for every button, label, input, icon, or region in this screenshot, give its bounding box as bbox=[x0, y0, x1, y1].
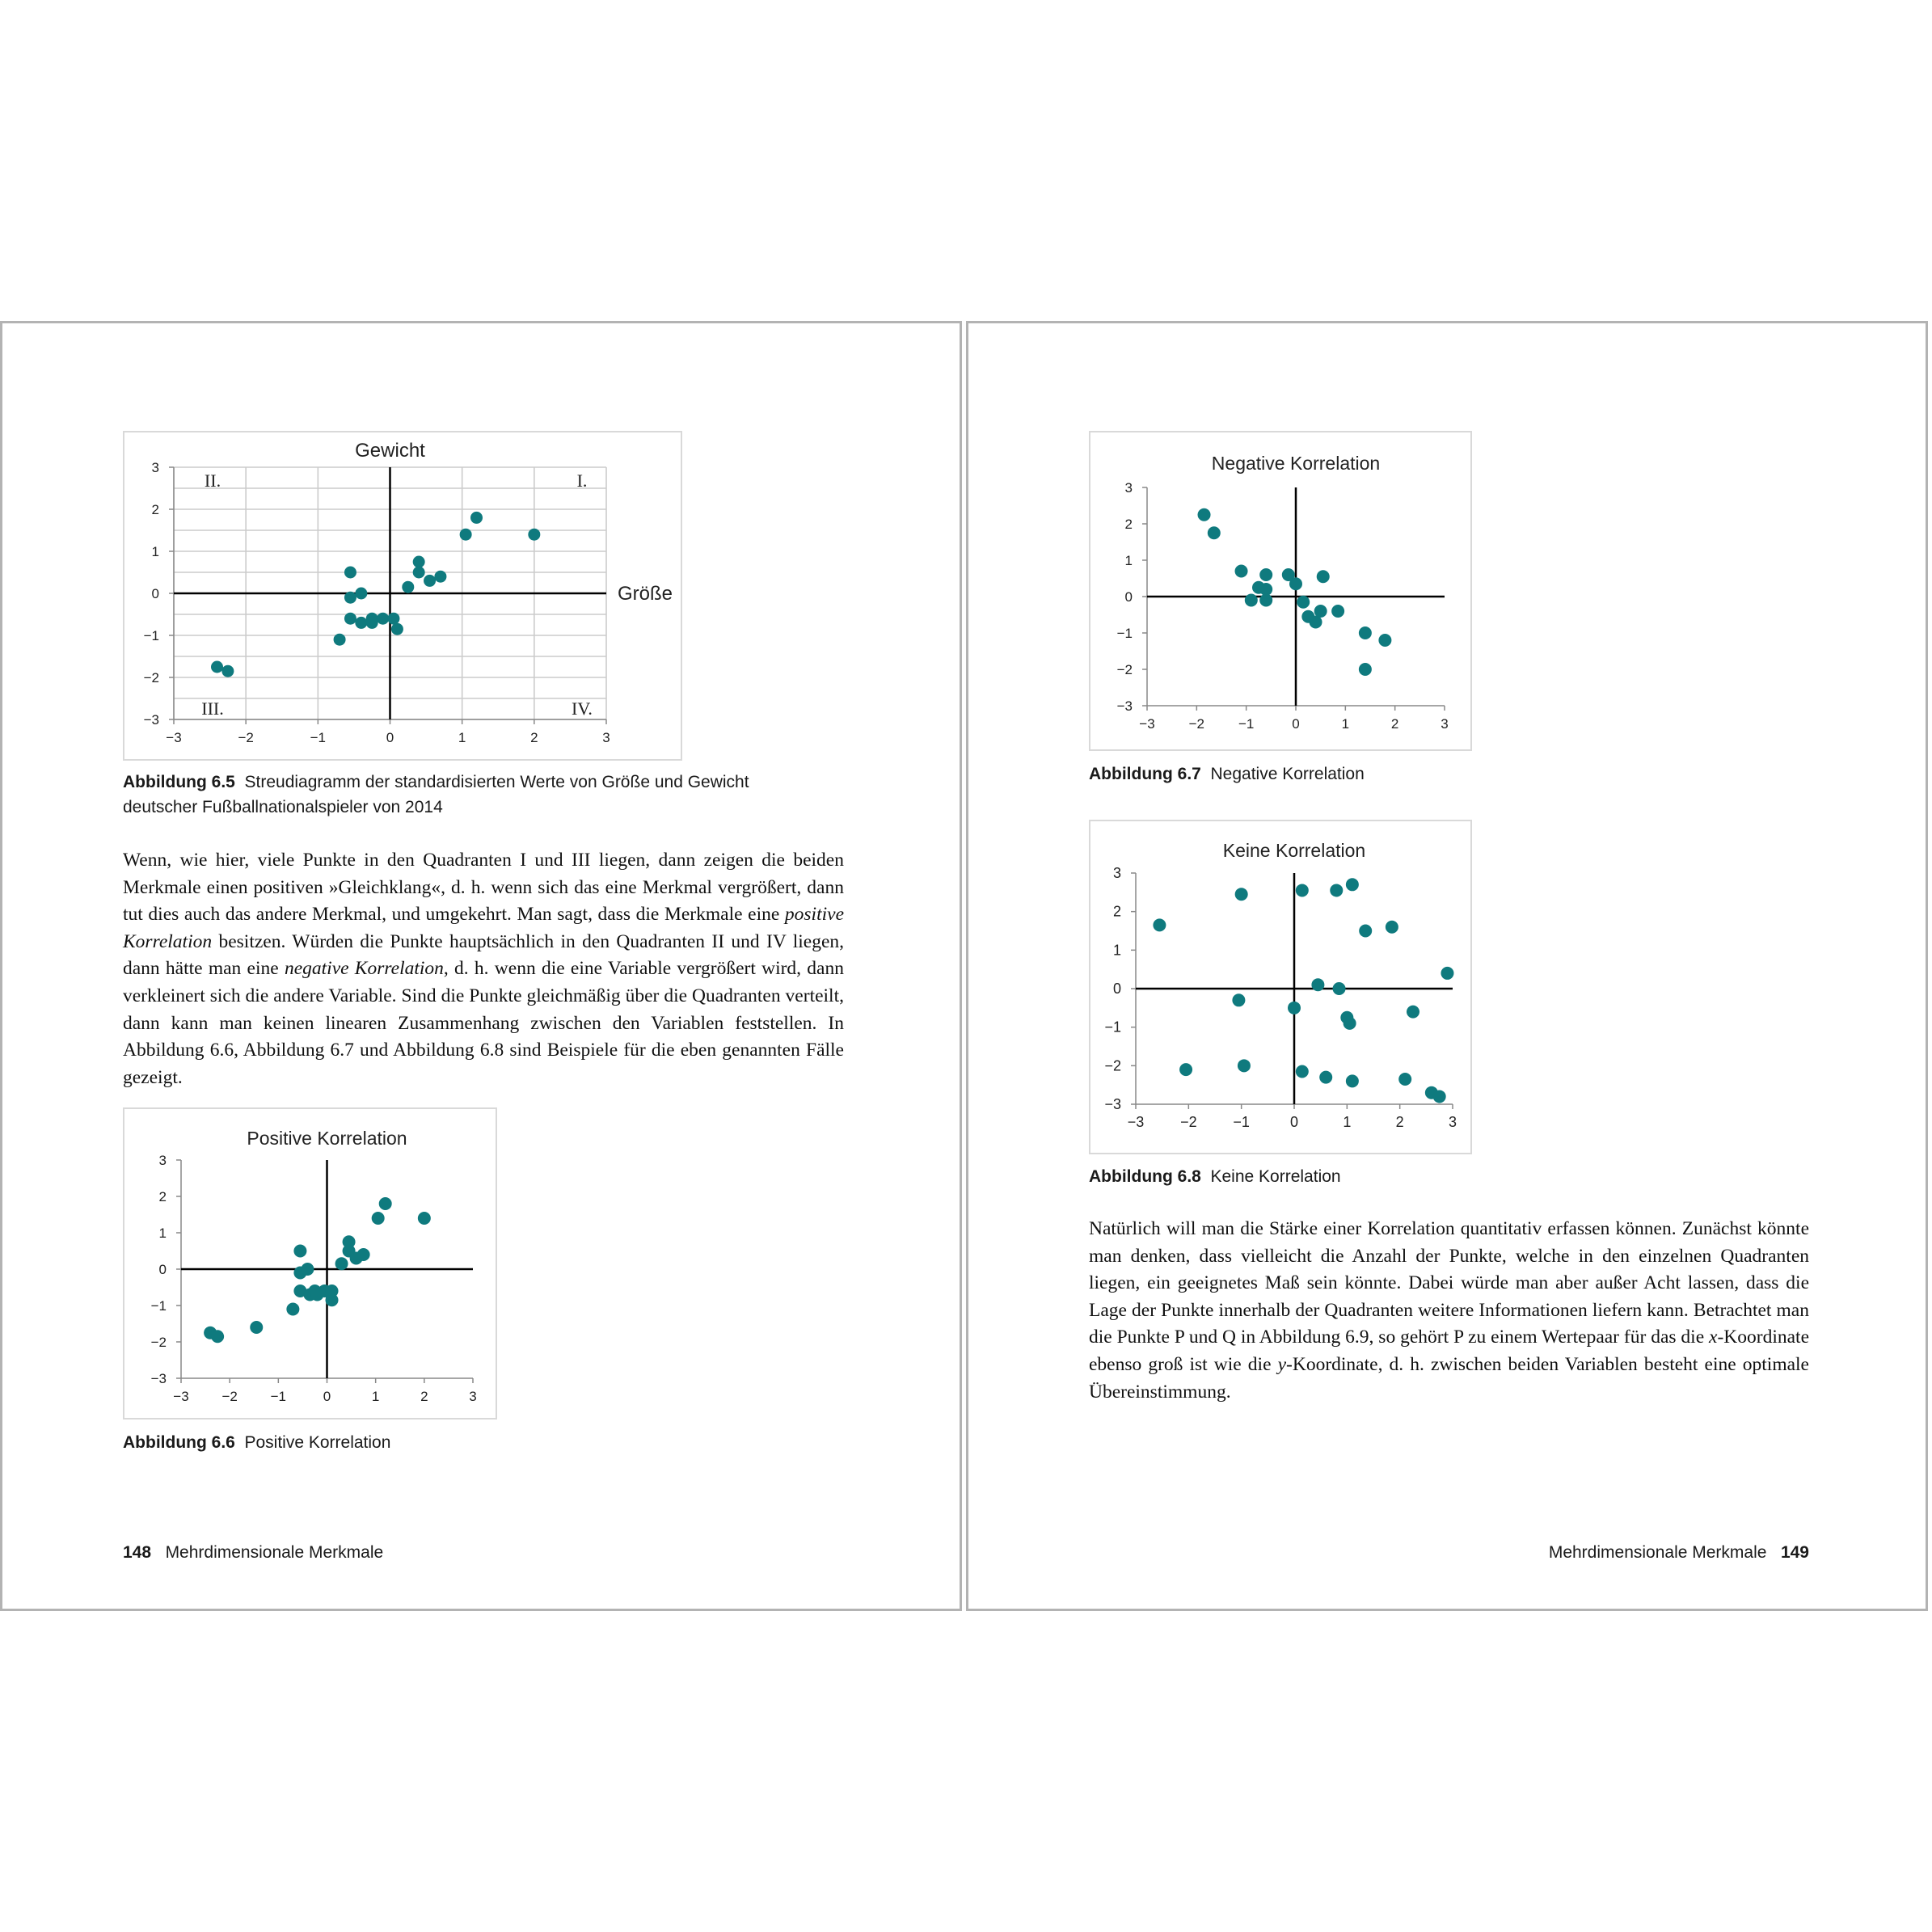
data-point bbox=[357, 1248, 370, 1261]
data-point bbox=[424, 575, 436, 587]
data-point bbox=[1179, 1063, 1192, 1076]
y-tick-label: 0 bbox=[1124, 589, 1133, 605]
emphasis-text: positive Korrelation bbox=[123, 904, 844, 952]
data-point bbox=[1346, 878, 1359, 891]
data-point bbox=[366, 617, 378, 629]
data-point bbox=[391, 623, 403, 635]
x-tick-label: 3 bbox=[469, 1389, 477, 1404]
scatter-chart-fig67 bbox=[1090, 432, 1474, 753]
x-tick-label: 3 bbox=[602, 730, 610, 745]
caption-text: Negative Korrelation bbox=[1210, 765, 1365, 783]
x-tick-label: 1 bbox=[1341, 716, 1350, 732]
x-tick-label: −3 bbox=[173, 1389, 189, 1404]
chart-title: Positive Korrelation bbox=[247, 1128, 407, 1149]
data-point bbox=[1259, 594, 1272, 607]
x-tick-label: 2 bbox=[530, 730, 538, 745]
y-tick-label: 2 bbox=[151, 502, 159, 517]
y-tick-label: −2 bbox=[1116, 662, 1133, 677]
emphasis-text: negative Korrelation bbox=[284, 958, 444, 980]
data-point bbox=[1359, 925, 1372, 938]
x-tick-label: −2 bbox=[238, 730, 254, 745]
data-point bbox=[250, 1321, 263, 1334]
y-tick-label: 1 bbox=[158, 1225, 167, 1241]
x-axis-label: Größe bbox=[618, 583, 673, 605]
emphasis-text: y bbox=[1277, 1353, 1287, 1375]
data-point bbox=[1441, 967, 1453, 980]
data-point bbox=[344, 592, 356, 604]
figure-6-5-chart bbox=[123, 431, 682, 761]
data-point bbox=[387, 613, 399, 625]
scatter-chart-fig65 bbox=[124, 432, 684, 762]
y-tick-label: −3 bbox=[1104, 1096, 1121, 1112]
x-tick-label: 2 bbox=[420, 1389, 428, 1404]
figure-6-7-caption bbox=[1089, 761, 1365, 787]
data-point bbox=[1311, 978, 1324, 991]
data-point bbox=[1235, 888, 1248, 901]
y-tick-label: −1 bbox=[143, 628, 159, 643]
x-tick-label: −1 bbox=[1233, 1114, 1250, 1130]
right-body-paragraph bbox=[1089, 1216, 1809, 1406]
data-point bbox=[1297, 596, 1310, 609]
data-point bbox=[1344, 1017, 1356, 1030]
y-tick-label: −1 bbox=[1116, 626, 1133, 641]
data-point bbox=[413, 567, 425, 579]
data-point bbox=[418, 1212, 431, 1225]
paragraph-text: Natürlich will man die Stärke einer Korrelation quantitativ erfassen können. Zunächst könnte man denken, dass vielleicht die Anzahl der Punkte, welche in den einzelnen Quadranten liegen, ein geeignetes Maß sein könnte. Dabei würde man aber außer Acht lassen, dass die Lage der Punkte innerhalb der Quadranten weitere Informationen liefern kann. Betrachtet man die Punkte P und Q in Abbildung 6.9, so gehört P zu einem Wertepaar für das die bbox=[1089, 1218, 1809, 1348]
data-point bbox=[1208, 526, 1221, 539]
data-point bbox=[344, 613, 356, 625]
data-point bbox=[1198, 508, 1211, 521]
data-point bbox=[1245, 594, 1258, 607]
data-point bbox=[221, 665, 234, 677]
x-tick-label: 3 bbox=[1441, 716, 1449, 732]
x-tick-label: −2 bbox=[221, 1389, 238, 1404]
data-point bbox=[1330, 884, 1343, 896]
paragraph-text: -Koordinate ebenso groß ist wie die bbox=[1089, 1327, 1809, 1375]
y-tick-label: 1 bbox=[1112, 942, 1121, 959]
x-tick-label: 2 bbox=[1390, 716, 1399, 732]
data-point bbox=[372, 1212, 385, 1225]
data-point bbox=[1433, 1090, 1446, 1103]
data-point bbox=[344, 567, 356, 579]
running-title: Mehrdimensionale Merkmale bbox=[165, 1543, 384, 1562]
figure-6-7-chart bbox=[1089, 431, 1472, 751]
y-tick-label: 1 bbox=[151, 544, 159, 559]
figure-6-8-chart bbox=[1089, 820, 1472, 1154]
x-tick-label: 0 bbox=[323, 1389, 331, 1404]
data-point bbox=[470, 512, 483, 524]
y-tick-label: 0 bbox=[158, 1262, 167, 1277]
caption-label: Abbildung 6.8 bbox=[1089, 1167, 1201, 1186]
data-point bbox=[1259, 568, 1272, 581]
data-point bbox=[1398, 1073, 1411, 1086]
data-point bbox=[211, 1330, 224, 1343]
y-tick-label: −2 bbox=[1104, 1057, 1121, 1074]
paragraph-text: Wenn, wie hier, viele Punkte in den Quadranten I und III liegen, dann zeigen die beiden Merkmale einen positiven »Gleichklang«, d. h. wenn sich das eine Merkmal vergrößert, dann tut dies auch das andere Merkmal, und umgekehrt. Man sagt, dass die Merkmale eine bbox=[123, 850, 844, 926]
y-tick-label: −1 bbox=[150, 1298, 167, 1314]
running-title: Mehrdimensionale Merkmale bbox=[1548, 1543, 1767, 1562]
data-point bbox=[335, 1257, 348, 1270]
data-point bbox=[1359, 626, 1372, 639]
data-point bbox=[1378, 634, 1391, 647]
emphasis-text: x bbox=[1709, 1327, 1718, 1348]
x-tick-label: 1 bbox=[1343, 1114, 1352, 1130]
caption-text: Positive Korrelation bbox=[244, 1433, 391, 1452]
data-point bbox=[211, 661, 223, 673]
x-tick-label: 3 bbox=[1448, 1114, 1457, 1130]
data-point bbox=[402, 581, 414, 593]
page-number: 148 bbox=[123, 1543, 152, 1562]
y-tick-label: 1 bbox=[1124, 553, 1133, 568]
data-point bbox=[355, 617, 367, 629]
data-point bbox=[293, 1245, 306, 1258]
scatter-chart-fig66 bbox=[124, 1109, 499, 1421]
left-body-paragraph bbox=[123, 847, 844, 1091]
y-tick-label: 3 bbox=[158, 1153, 167, 1168]
y-tick-label: −1 bbox=[1104, 1019, 1121, 1036]
y-tick-label: 3 bbox=[151, 460, 159, 475]
x-tick-label: 0 bbox=[1292, 716, 1300, 732]
caption-text-2: deutscher Fußballnationalspieler von 2014 bbox=[123, 798, 443, 816]
data-point bbox=[1288, 1002, 1301, 1015]
figure-6-8-caption bbox=[1089, 1164, 1341, 1189]
y-tick-label: 2 bbox=[1124, 517, 1133, 532]
y-tick-label: −3 bbox=[150, 1371, 167, 1386]
data-point bbox=[1346, 1074, 1359, 1087]
data-point bbox=[1317, 570, 1330, 583]
data-point bbox=[1232, 993, 1245, 1006]
x-tick-label: 1 bbox=[371, 1389, 380, 1404]
paragraph-text: besitzen. Würden die Punkte hauptsächlich in den Quadranten II und IV liegen, dann hätte man eine bbox=[123, 930, 844, 980]
x-tick-label: 2 bbox=[1395, 1114, 1404, 1130]
data-point bbox=[1235, 565, 1248, 578]
data-point bbox=[1314, 605, 1327, 618]
data-point bbox=[413, 556, 425, 568]
caption-label: Abbildung 6.5 bbox=[123, 773, 235, 791]
y-tick-label: 0 bbox=[1112, 981, 1121, 997]
chart-title: Negative Korrelation bbox=[1211, 453, 1381, 474]
quadrant-label: I. bbox=[576, 470, 588, 491]
y-tick-label: −2 bbox=[150, 1335, 167, 1350]
figure-6-6-caption bbox=[123, 1430, 390, 1455]
quadrant-label: IV. bbox=[572, 698, 593, 719]
data-point bbox=[301, 1263, 314, 1276]
figure-6-5-caption bbox=[123, 770, 850, 820]
data-point bbox=[1386, 921, 1398, 934]
data-point bbox=[1238, 1059, 1251, 1072]
data-point bbox=[326, 1293, 339, 1306]
caption-label: Abbildung 6.6 bbox=[123, 1433, 235, 1452]
y-tick-label: −2 bbox=[143, 670, 159, 685]
quadrant-label: III. bbox=[201, 698, 224, 719]
data-point bbox=[286, 1303, 299, 1316]
x-tick-label: 0 bbox=[386, 730, 394, 745]
data-point bbox=[1289, 577, 1302, 590]
paragraph-text: -Koordinate, d. h. zwischen beiden Variablen besteht eine optimale Übereinstimmung. bbox=[1089, 1353, 1809, 1403]
caption-label: Abbildung 6.7 bbox=[1089, 765, 1201, 783]
left-footer bbox=[123, 1543, 383, 1563]
right-footer bbox=[1549, 1543, 1809, 1563]
data-point bbox=[1153, 918, 1166, 931]
x-tick-label: 1 bbox=[458, 730, 466, 745]
y-tick-label: 3 bbox=[1112, 865, 1121, 881]
quadrant-label: II. bbox=[204, 470, 221, 491]
x-tick-label: −3 bbox=[1139, 716, 1155, 732]
caption-text: Keine Korrelation bbox=[1210, 1167, 1341, 1186]
x-tick-label: −3 bbox=[166, 730, 182, 745]
y-tick-label: 2 bbox=[158, 1189, 167, 1204]
y-tick-label: −3 bbox=[1116, 698, 1133, 714]
chart-title: Gewicht bbox=[355, 440, 425, 462]
x-tick-label: −2 bbox=[1188, 716, 1205, 732]
data-point bbox=[1407, 1006, 1419, 1019]
data-point bbox=[1359, 663, 1372, 676]
page-number: 149 bbox=[1780, 1543, 1809, 1562]
data-point bbox=[528, 529, 540, 541]
y-tick-label: 0 bbox=[151, 586, 159, 601]
data-point bbox=[1319, 1071, 1332, 1084]
data-point bbox=[1333, 982, 1346, 995]
data-point bbox=[355, 588, 367, 600]
scatter-chart-fig68 bbox=[1090, 821, 1474, 1156]
figure-6-6-chart bbox=[123, 1107, 497, 1419]
data-point bbox=[1331, 605, 1344, 618]
x-tick-label: −3 bbox=[1127, 1114, 1145, 1130]
y-tick-label: −3 bbox=[143, 712, 159, 728]
y-tick-label: 2 bbox=[1112, 903, 1121, 920]
x-tick-label: −1 bbox=[310, 730, 327, 745]
x-tick-label: −2 bbox=[1180, 1114, 1197, 1130]
data-point bbox=[1296, 884, 1309, 896]
data-point bbox=[434, 571, 446, 583]
data-point bbox=[460, 529, 472, 541]
data-point bbox=[377, 613, 389, 625]
caption-text: Streudiagramm der standardisierten Werte von Größe und Gewicht bbox=[244, 773, 749, 791]
data-point bbox=[334, 634, 346, 646]
x-tick-label: 0 bbox=[1289, 1114, 1299, 1130]
data-point bbox=[1296, 1065, 1309, 1078]
paragraph-text: , d. h. wenn die eine Variable vergrößert wird, dann verkleinert sich die andere Variable. Sind die Punkte gleichmäßig über die Quadranten verteilt, dann kann man keinen linearen Zusammenhang zwischen den Variablen feststellen. In Abbildung 6.6, Abbildung 6.7 und Abbildung 6.8 sind Beispiele für die eben genannten Fälle gezeigt. bbox=[123, 958, 844, 1088]
data-point bbox=[379, 1197, 392, 1210]
y-tick-label: 3 bbox=[1124, 480, 1133, 496]
chart-title: Keine Korrelation bbox=[1222, 840, 1366, 861]
x-tick-label: −1 bbox=[270, 1389, 287, 1404]
x-tick-label: −1 bbox=[1238, 716, 1255, 732]
